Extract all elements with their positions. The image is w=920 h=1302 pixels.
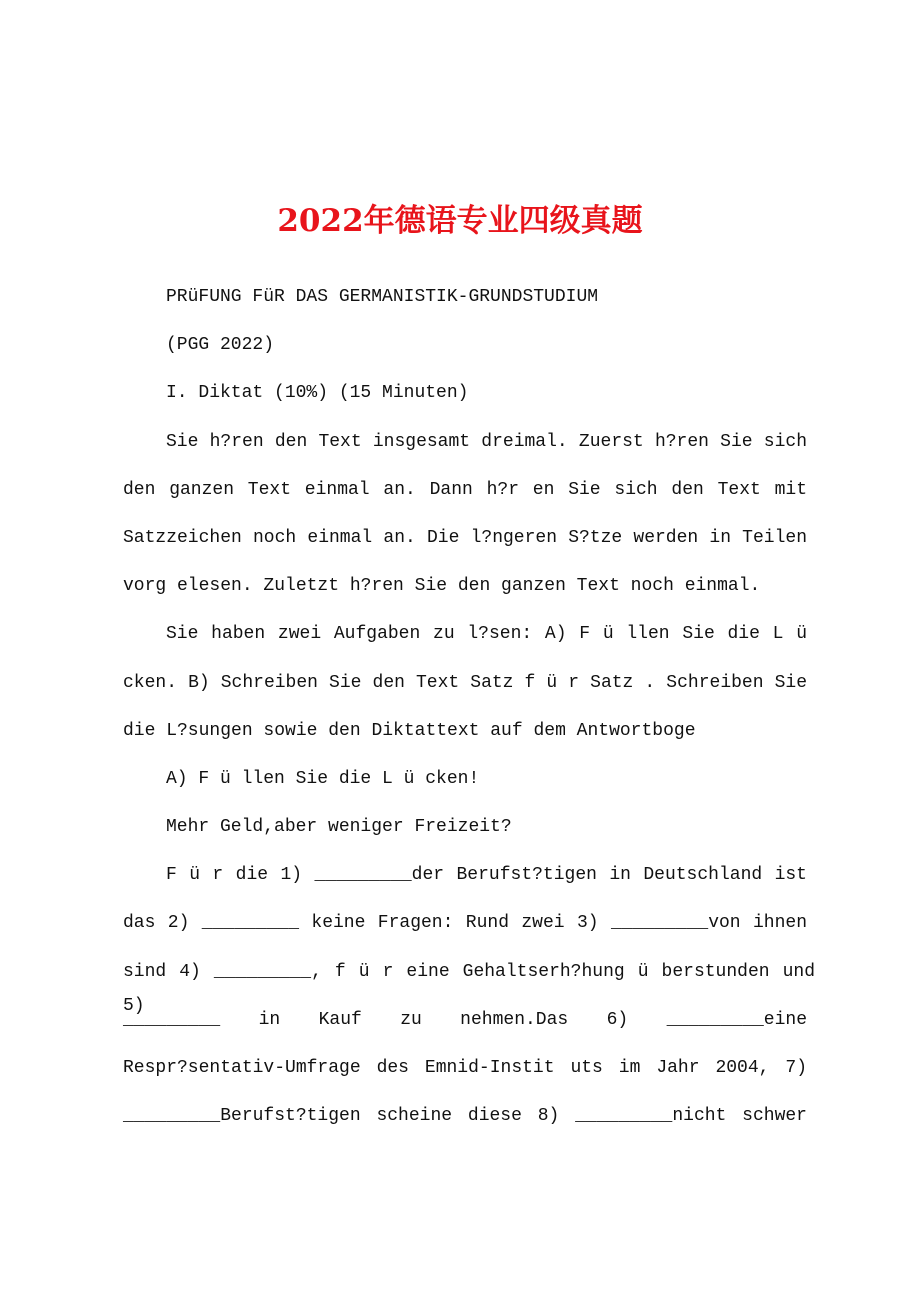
cloze-line: das 2) _________ keine Fragen: Rund zwei 3) _________von ihnen <box>123 913 807 934</box>
paragraph-line: den ganzen Text einmal an. Dann h?r en Sie sich den Text mit <box>123 479 807 500</box>
document-title: 2022年德语专业四级真题 <box>277 203 643 239</box>
cloze-line: Respr?sentativ-Umfrage des Emnid-Instit uts im Jahr 2004, 7) <box>123 1058 807 1078</box>
exam-heading: PRüFUNG FüR DAS GERMANISTIK-GRUNDSTUDIUM <box>166 287 599 307</box>
cloze-line: sind 4) _________, f ü r eine Gehaltserh?hung ü berstunden und 5) <box>123 961 815 1016</box>
task-heading: A) F ü llen Sie die L ü cken! <box>166 768 480 789</box>
cloze-line: _________Berufst?tigen scheine diese 8) _________nicht schwer <box>123 1106 807 1127</box>
document-body <box>123 280 815 1147</box>
cloze-line: F ü r die 1) _________der Berufst?tigen in Deutschland ist <box>166 865 807 886</box>
paragraph-line: die L?sungen sowie den Diktattext auf dem Antwortboge <box>123 720 696 741</box>
paragraph-line: Sie h?ren den Text insgesamt dreimal. Zuerst h?ren Sie sich <box>166 431 807 452</box>
paragraph-line: Satzzeichen noch einmal an. Die l?ngeren S?tze werden in Teilen <box>123 527 807 548</box>
paragraph-line: vorg elesen. Zuletzt h?ren Sie den ganzen Text noch einmal. <box>123 576 761 597</box>
paragraph-line: Sie haben zwei Aufgaben zu l?sen: A) F ü llen Sie die L ü <box>166 624 807 645</box>
paragraph-line: cken. B) Schreiben Sie den Text Satz f ü r Satz . Schreiben Sie <box>123 672 807 693</box>
cloze-line: _________ in Kauf zu nehmen.Das 6) _________eine <box>123 1009 807 1030</box>
exam-subheading: (PGG 2022) <box>166 335 275 356</box>
text-title: Mehr Geld,aber weniger Freizeit? <box>166 817 512 838</box>
section-heading: I. Diktat (10%) (15 Minuten) <box>166 383 469 404</box>
